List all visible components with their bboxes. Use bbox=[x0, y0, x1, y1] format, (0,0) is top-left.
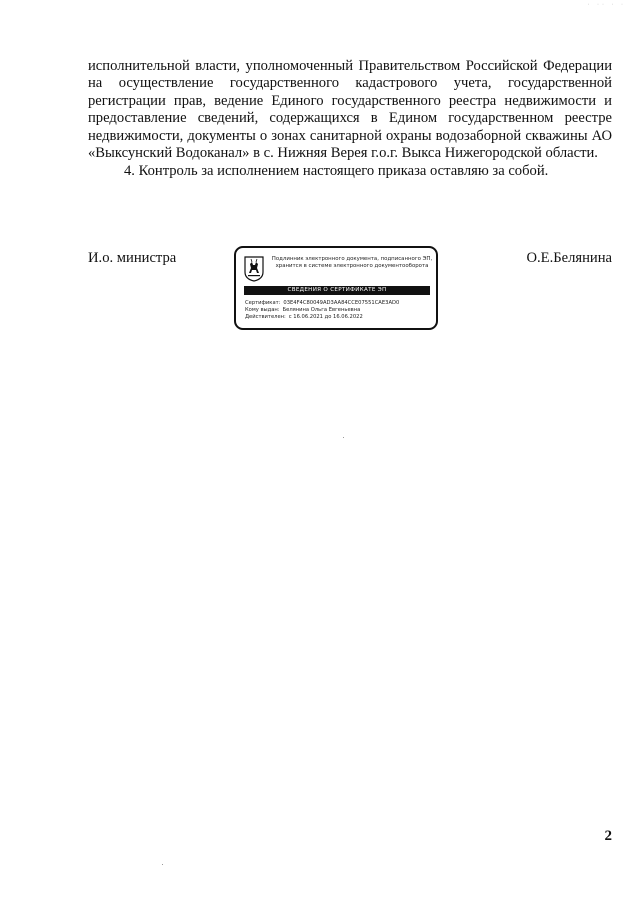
owner-value: Белянина Ольга Евгеньевна bbox=[282, 307, 361, 313]
certificate-row bbox=[245, 300, 435, 307]
scan-speck bbox=[162, 864, 163, 865]
certificate-details bbox=[245, 300, 435, 321]
paragraph-item-4: 4. Контроль за исполнением настоящего приказа оставляю за собой. bbox=[124, 163, 549, 180]
signatory-title: И.о. министра bbox=[88, 250, 177, 266]
nizhny-novgorod-deer-emblem-icon bbox=[244, 256, 264, 282]
certificate-info-band: СВЕДЕНИЯ О СЕРТИФИКАТЕ ЭП bbox=[244, 286, 430, 295]
signatory-name: О.Е.Белянина bbox=[526, 250, 612, 266]
stamp-header-line-1: Подлинник электронного документа, подписанного ЭП, bbox=[271, 256, 433, 262]
owner-row bbox=[245, 307, 435, 314]
certificate-value: 03E4F4C80049AD3AA84CCE07551CAE3AD0 bbox=[283, 300, 400, 306]
scan-speck bbox=[343, 437, 344, 438]
stamp-header bbox=[270, 256, 434, 270]
electronic-signature-stamp bbox=[234, 246, 438, 330]
stamp-header-line-2: хранится в системе электронного документооборота bbox=[275, 263, 429, 269]
scan-corner-mark: · ·· · · bbox=[587, 2, 626, 8]
paragraph-continuation: исполнительной власти, уполномоченный Правительством Российской Федерации на осуществление государственного кадастрового учета, государственной регистрации прав, ведение Единого государственного реестра недвижимости и предоставление сведений, содержащихся в Едином государственном реестре недвижимости, документы о зонах санитарной охраны водозаборной скважины АО «Выксунский Водоканал» в с. Нижняя Верея г.о.г. Выкса Нижегородской области. bbox=[88, 58, 612, 162]
order-body-text bbox=[88, 58, 612, 181]
owner-label: Кому выдан: bbox=[245, 307, 280, 313]
validity-label: Действителен: bbox=[245, 314, 286, 320]
page-number: 2 bbox=[604, 828, 612, 844]
certificate-label: Сертификат: bbox=[245, 300, 281, 306]
validity-value: с 16.06.2021 до 16.06.2022 bbox=[288, 314, 363, 320]
validity-row bbox=[245, 314, 435, 321]
